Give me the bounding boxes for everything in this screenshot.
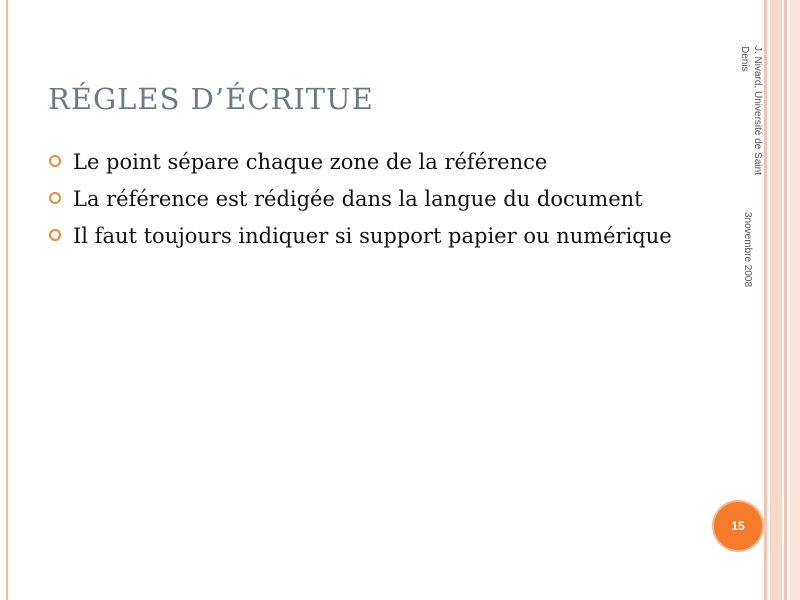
side-decor-band [784,0,787,600]
bullet-icon [49,192,61,204]
bullet-text: La référence est rédigée dans la langue du document [73,187,643,211]
bullet-item [48,146,688,178]
bullet-icon [49,155,61,167]
bullet-item [48,183,688,215]
bullet-text: Le point sépare chaque zone de la référence [73,150,548,174]
bullet-item [48,220,688,252]
left-border-line [6,0,8,600]
side-decor-band [790,0,800,600]
footer-author: J. Nivard, Université de Saint Denis [739,46,763,175]
bullet-icon [49,229,61,241]
side-decor-band [770,0,782,600]
footer-date: 3novembre 2008 [742,212,753,288]
side-decor-band [764,0,767,600]
page-number-badge: 15 [714,502,762,550]
bullet-text: Il faut toujours indiquer si support papier ou numérique [73,224,672,248]
bullet-list [48,146,688,257]
slide-title: RÉGLES D’ÉCRITUE [48,82,374,116]
